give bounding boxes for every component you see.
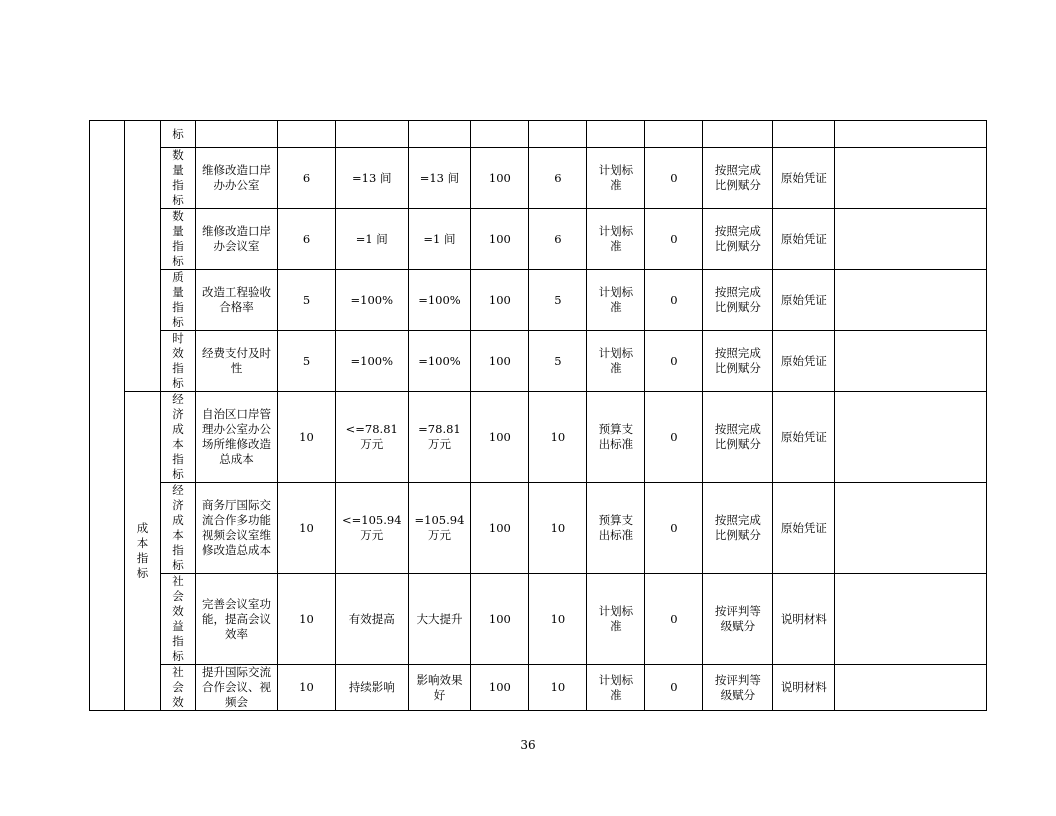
indicator-cell: 改造工程验收合格率 (196, 270, 278, 331)
method-cell: 按照完成比例赋分 (703, 148, 773, 209)
weight-cell: 10 (278, 665, 336, 711)
note-cell (835, 209, 987, 270)
indicator-cell: 自治区口岸管理办公室办公场所维修改造总成本 (196, 392, 278, 483)
target-cell: =1 间 (336, 209, 409, 270)
note-cell (835, 483, 987, 574)
standard-cell: 预算支出标准 (587, 483, 645, 574)
deduction-cell: 0 (645, 665, 703, 711)
basis-cell (773, 121, 835, 148)
score-cell: 10 (529, 392, 587, 483)
level3-cell: 社会效 (161, 665, 196, 711)
note-cell (835, 665, 987, 711)
actual-cell (408, 121, 471, 148)
actual-cell: =105.94 万元 (408, 483, 471, 574)
basis-cell: 原始凭证 (773, 209, 835, 270)
weight-cell (278, 121, 336, 148)
score-cell: 5 (529, 270, 587, 331)
standard-cell: 计划标准 (587, 209, 645, 270)
table-row (90, 148, 987, 209)
target-cell: =13 间 (336, 148, 409, 209)
weight-cell: 10 (278, 392, 336, 483)
method-cell: 按照完成比例赋分 (703, 392, 773, 483)
rate-cell: 100 (471, 209, 529, 270)
target-cell (336, 121, 409, 148)
target-cell: =100% (336, 270, 409, 331)
table-row (90, 483, 987, 574)
basis-cell: 原始凭证 (773, 270, 835, 331)
weight-cell: 6 (278, 209, 336, 270)
score-cell (529, 121, 587, 148)
standard-cell: 计划标准 (587, 665, 645, 711)
level3-cell: 标 (161, 121, 196, 148)
actual-cell: 大大提升 (408, 574, 471, 665)
actual-cell: =100% (408, 270, 471, 331)
rate-cell: 100 (471, 392, 529, 483)
method-cell (703, 121, 773, 148)
weight-cell: 6 (278, 148, 336, 209)
deduction-cell: 0 (645, 270, 703, 331)
rate-cell (471, 121, 529, 148)
table-row (90, 665, 987, 711)
score-cell: 6 (529, 148, 587, 209)
method-cell: 按评判等级赋分 (703, 665, 773, 711)
weight-cell: 10 (278, 574, 336, 665)
standard-cell: 计划标准 (587, 331, 645, 392)
table-row (90, 574, 987, 665)
standard-cell: 计划标准 (587, 270, 645, 331)
indicator-cell: 维修改造口岸办办公室 (196, 148, 278, 209)
deduction-cell: 0 (645, 148, 703, 209)
rate-cell: 100 (471, 270, 529, 331)
standard-cell: 计划标准 (587, 574, 645, 665)
score-cell: 5 (529, 331, 587, 392)
table-row (90, 209, 987, 270)
score-cell: 10 (529, 574, 587, 665)
level3-cell: 数量指标 (161, 148, 196, 209)
level1-cell (90, 121, 125, 711)
level3-cell: 经济成本指标 (161, 483, 196, 574)
method-cell: 按照完成比例赋分 (703, 483, 773, 574)
target-cell: <=105.94 万元 (336, 483, 409, 574)
deduction-cell: 0 (645, 483, 703, 574)
deduction-cell: 0 (645, 331, 703, 392)
basis-cell: 原始凭证 (773, 392, 835, 483)
score-cell: 6 (529, 209, 587, 270)
target-cell: 持续影响 (336, 665, 409, 711)
method-cell: 按照完成比例赋分 (703, 209, 773, 270)
basis-cell: 原始凭证 (773, 331, 835, 392)
deduction-cell: 0 (645, 392, 703, 483)
deduction-cell (645, 121, 703, 148)
target-cell: <=78.81 万元 (336, 392, 409, 483)
rate-cell: 100 (471, 331, 529, 392)
page-number: 36 (520, 738, 536, 752)
indicator-cell: 完善会议室功能，提高会议效率 (196, 574, 278, 665)
indicator-cell: 商务厅国际交流合作多功能视频会议室维修改造总成本 (196, 483, 278, 574)
level2-cell-output (125, 121, 161, 392)
basis-cell: 说明材料 (773, 574, 835, 665)
rate-cell: 100 (471, 574, 529, 665)
score-cell: 10 (529, 483, 587, 574)
weight-cell: 5 (278, 270, 336, 331)
indicator-cell: 维修改造口岸办会议室 (196, 209, 278, 270)
note-cell (835, 331, 987, 392)
indicator-cell: 经费支付及时性 (196, 331, 278, 392)
indicator-cell: 提升国际交流合作会议、视频会 (196, 665, 278, 711)
actual-cell: =100% (408, 331, 471, 392)
rate-cell: 100 (471, 483, 529, 574)
note-cell (835, 270, 987, 331)
level2-cell-cost: 成本指标 (125, 392, 161, 711)
rate-cell: 100 (471, 665, 529, 711)
method-cell: 按照完成比例赋分 (703, 270, 773, 331)
deduction-cell: 0 (645, 209, 703, 270)
deduction-cell: 0 (645, 574, 703, 665)
performance-indicator-table (89, 120, 987, 711)
weight-cell: 10 (278, 483, 336, 574)
target-cell: 有效提高 (336, 574, 409, 665)
rate-cell: 100 (471, 148, 529, 209)
actual-cell: =13 间 (408, 148, 471, 209)
note-cell (835, 392, 987, 483)
standard-cell: 计划标准 (587, 148, 645, 209)
note-cell (835, 121, 987, 148)
actual-cell: =1 间 (408, 209, 471, 270)
method-cell: 按照完成比例赋分 (703, 331, 773, 392)
basis-cell: 原始凭证 (773, 148, 835, 209)
basis-cell: 说明材料 (773, 665, 835, 711)
table-row (90, 331, 987, 392)
level3-cell: 数量指标 (161, 209, 196, 270)
standard-cell: 预算支出标准 (587, 392, 645, 483)
actual-cell: 影响效果好 (408, 665, 471, 711)
method-cell: 按评判等级赋分 (703, 574, 773, 665)
level3-cell: 社会效益指标 (161, 574, 196, 665)
table-row (90, 392, 987, 483)
note-cell (835, 148, 987, 209)
weight-cell: 5 (278, 331, 336, 392)
actual-cell: =78.81 万元 (408, 392, 471, 483)
note-cell (835, 574, 987, 665)
table-row (90, 121, 987, 148)
basis-cell: 原始凭证 (773, 483, 835, 574)
level3-cell: 经济成本指标 (161, 392, 196, 483)
standard-cell (587, 121, 645, 148)
target-cell: =100% (336, 331, 409, 392)
score-cell: 10 (529, 665, 587, 711)
indicator-cell (196, 121, 278, 148)
level3-cell: 时效指标 (161, 331, 196, 392)
table-row (90, 270, 987, 331)
level3-cell: 质量指标 (161, 270, 196, 331)
